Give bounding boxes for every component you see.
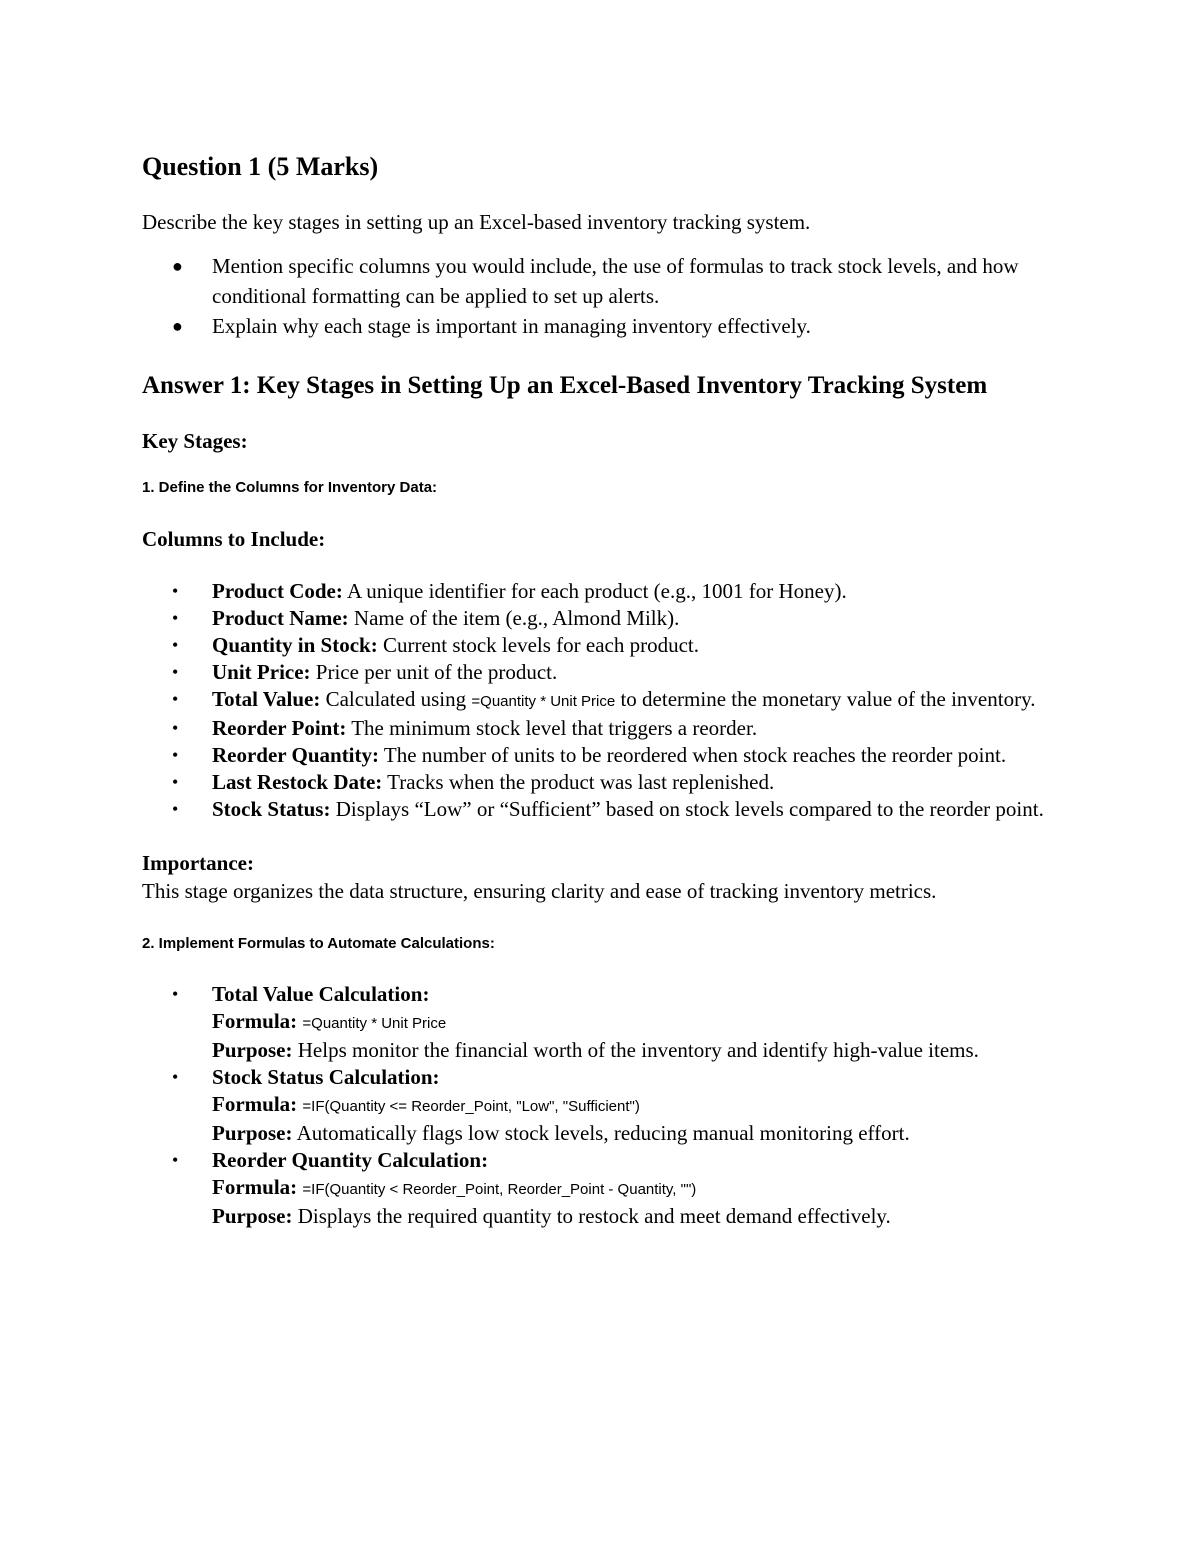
bullet-icon: • xyxy=(172,689,179,709)
bullet-icon: ● xyxy=(172,256,183,276)
stage-2-heading: 2. Implement Formulas to Automate Calculations: xyxy=(142,935,495,952)
list-item: • Quantity in Stock: Current stock levels for each product. xyxy=(172,633,700,657)
document-page xyxy=(142,150,1072,1230)
list-item: • Stock Status: Displays “Low” or “Sufficient” based on stock levels compared to the reorder point. xyxy=(172,797,1044,821)
list-item: • Reorder Point: The minimum stock level that triggers a reorder. xyxy=(172,716,758,740)
list-item: • Reorder Quantity Calculation: Formula: =IF(Quantity < Reorder_Point, Reorder_Point - Quantity, "") Purpose: Displays the required quantity to restock and meet demand effectively. xyxy=(142,1147,1072,1230)
bullet-icon: • xyxy=(172,745,179,765)
list-item: • Total Value: Calculated using =Quantity * Unit Price to determine the monetary value of the inventory. xyxy=(172,687,1036,711)
list-item: • Unit Price: Price per unit of the product. xyxy=(172,660,558,684)
list-item: • Stock Status Calculation: Formula: =IF(Quantity <= Reorder_Point, "Low", "Sufficient") Purpose: Automatically flags low stock levels, reducing manual monitoring effort. xyxy=(142,1064,1072,1147)
key-stages-heading: Key Stages: xyxy=(142,429,248,453)
question-prompt: Describe the key stages in setting up an Excel-based inventory tracking system. xyxy=(142,210,811,234)
bullet-icon: • xyxy=(172,1150,179,1170)
bullet-icon: • xyxy=(172,984,179,1004)
bullet-icon: ● xyxy=(172,316,183,336)
question-bullet-list xyxy=(142,251,1072,341)
bullet-icon: • xyxy=(172,772,179,792)
list-item: ● Mention specific columns you would include, the use of formulas to track stock levels, and how conditional formatting can be applied to set up alerts. xyxy=(142,251,1072,311)
list-item: • Total Value Calculation: Formula: =Quantity * Unit Price Purpose: Helps monitor the financial worth of the inventory and identify high-value items. xyxy=(142,981,1072,1064)
formula-item-title: Reorder Quantity Calculation: xyxy=(212,1148,489,1172)
list-item: • Product Code: A unique identifier for each product (e.g., 1001 for Honey). xyxy=(172,579,847,603)
columns-heading: Columns to Include: xyxy=(142,527,326,551)
columns-list xyxy=(142,578,1072,823)
bullet-icon: • xyxy=(172,1067,179,1087)
list-item: • Last Restock Date: Tracks when the product was last replenished. xyxy=(172,770,775,794)
total-value-formula: =Quantity * Unit Price xyxy=(471,693,616,710)
answer-title: Answer 1: Key Stages in Setting Up an Excel-Based Inventory Tracking System xyxy=(142,372,988,399)
bullet-icon: • xyxy=(172,608,179,628)
list-item: • Reorder Quantity: The number of units to be reordered when stock reaches the reorder point. xyxy=(172,743,1007,767)
question-title: Question 1 (5 Marks) xyxy=(142,152,379,181)
formula-item-title: Stock Status Calculation: xyxy=(212,1065,440,1089)
importance-text: This stage organizes the data structure, ensuring clarity and ease of tracking inventory metrics. xyxy=(142,879,937,903)
formula-item-title: Total Value Calculation: xyxy=(212,982,430,1006)
bullet-icon: • xyxy=(172,799,179,819)
list-item: ● Explain why each stage is important in managing inventory effectively. xyxy=(142,311,1072,341)
bullet-icon: • xyxy=(172,662,179,682)
bullet-icon: • xyxy=(172,581,179,601)
bullet-icon: • xyxy=(172,718,179,738)
formulas-list xyxy=(142,981,1072,1230)
formula-text: =Quantity * Unit Price xyxy=(302,1015,447,1032)
formula-text: =IF(Quantity < Reorder_Point, Reorder_Point - Quantity, "") xyxy=(302,1181,697,1198)
importance-label: Importance: xyxy=(142,851,254,875)
stage-1-heading: 1. Define the Columns for Inventory Data: xyxy=(142,479,438,496)
bullet-icon: • xyxy=(172,635,179,655)
list-item: • Product Name: Name of the item (e.g., Almond Milk). xyxy=(172,606,680,630)
formula-text: =IF(Quantity <= Reorder_Point, "Low", "Sufficient") xyxy=(302,1098,640,1115)
